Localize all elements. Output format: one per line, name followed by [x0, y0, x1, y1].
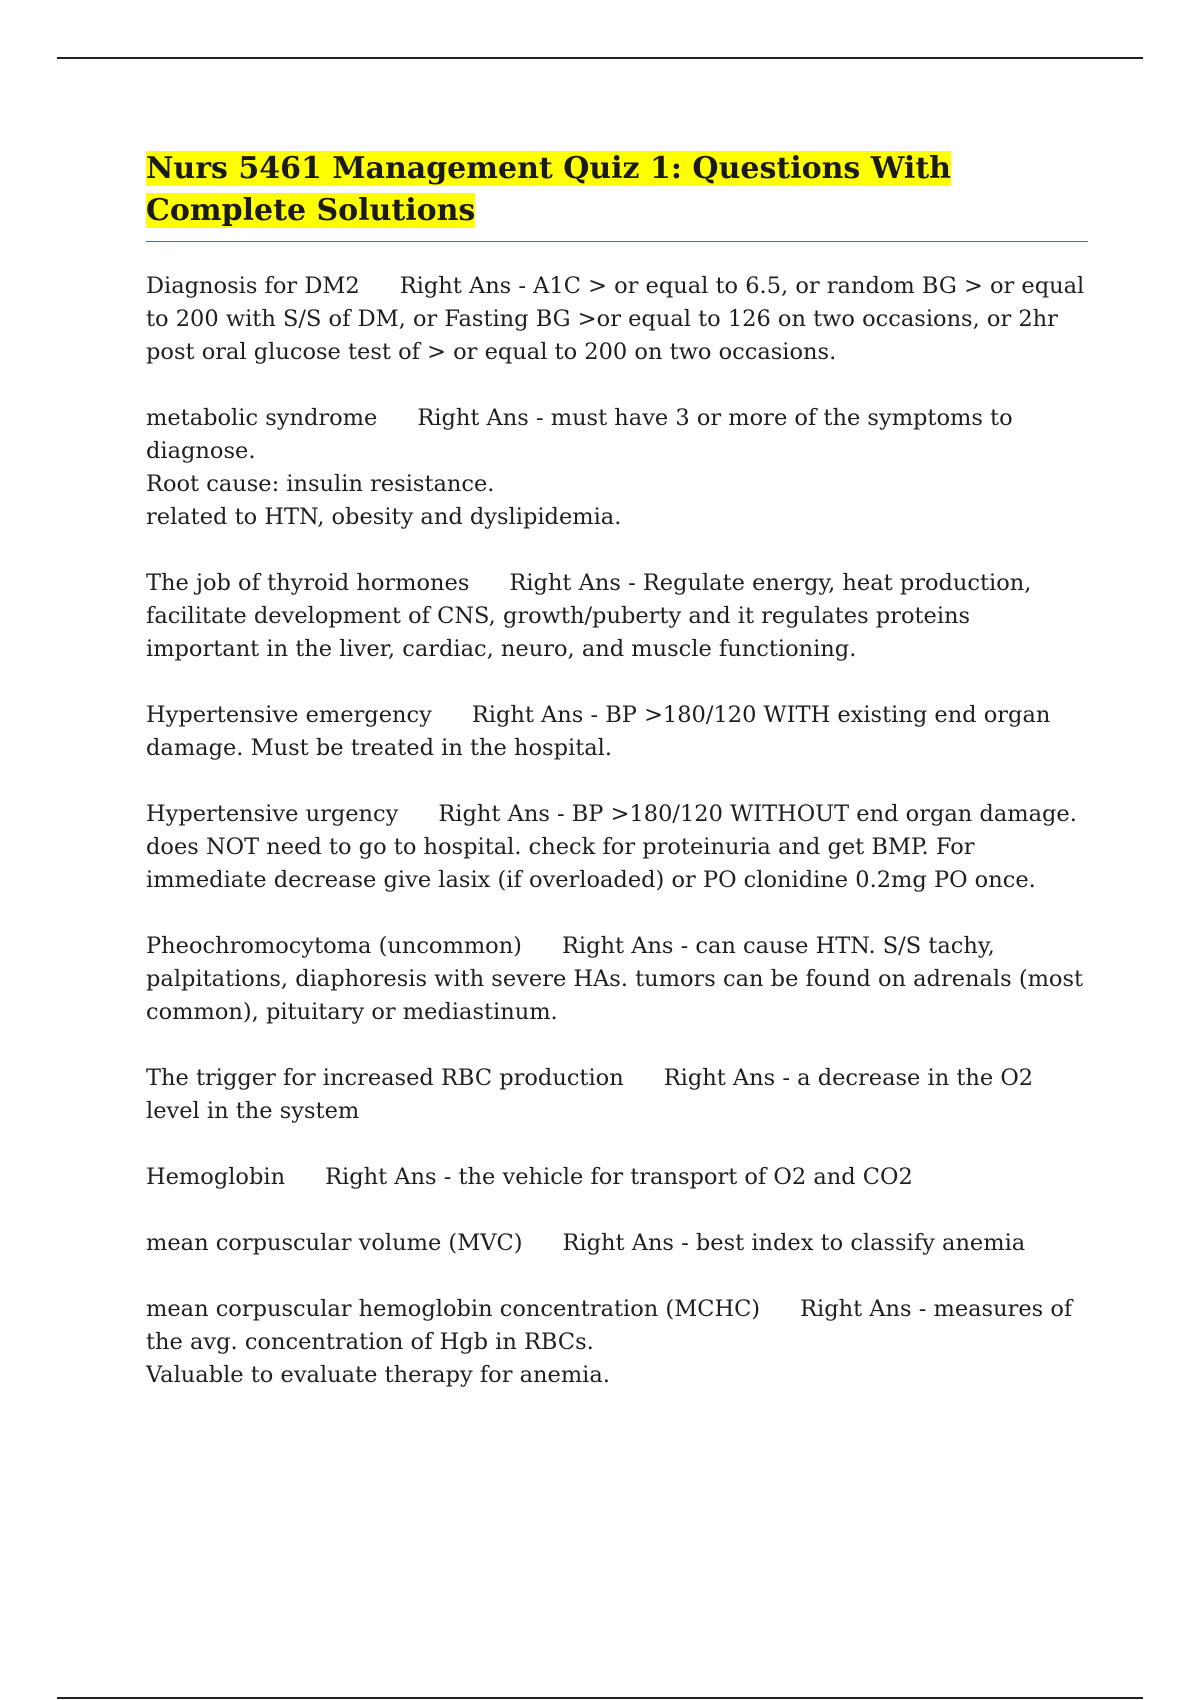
answer-extra-line: Valuable to evaluate therapy for anemia. [146, 1362, 610, 1388]
answer-text: Right Ans - Regulate energy, heat production, facilitate development of CNS, growth/puberty and it regulates proteins important in the liver, cardiac, neuro, and muscle functioning. [146, 570, 1032, 662]
answer-text: Right Ans - the vehicle for transport of O2 and CO2 [325, 1164, 913, 1190]
qa-entry [146, 1161, 1088, 1194]
top-rule [57, 57, 1143, 59]
document-body [146, 148, 1088, 1425]
question-term: Hypertensive emergency [146, 702, 432, 728]
document-title [146, 148, 1088, 232]
answer-text: Right Ans - can cause HTN. S/S tachy, palpitations, diaphoresis with severe HAs. tumors can be found on adrenals (most common), pituitary or mediastinum. [146, 933, 1084, 1025]
qa-entry [146, 699, 1088, 765]
answer-text: Right Ans - measures of the avg. concentration of Hgb in RBCs. [146, 1296, 1073, 1355]
question-term: metabolic syndrome [146, 405, 378, 431]
answer-text: Right Ans - a decrease in the O2 level in the system [146, 1065, 1034, 1124]
answer-extra-line: Root cause: insulin resistance. [146, 471, 495, 497]
document-title-text: Nurs 5461 Management Quiz 1: Questions With Complete Solutions [146, 151, 951, 228]
question-term: The job of thyroid hormones [146, 570, 470, 596]
qa-entry [146, 930, 1088, 1029]
answer-extra-line: related to HTN, obesity and dyslipidemia. [146, 504, 622, 530]
answer-text: Right Ans - best index to classify anemia [562, 1230, 1026, 1256]
qa-entry [146, 1293, 1088, 1392]
question-term: Pheochromocytoma (uncommon) [146, 933, 522, 959]
qa-entry [146, 567, 1088, 666]
answer-text: Right Ans - A1C > or equal to 6.5, or random BG > or equal to 200 with S/S of DM, or Fasting BG >or equal to 126 on two occasions, or 2hr post oral glucose test of > or equal to 200 on two occasions. [146, 273, 1085, 365]
qa-entry [146, 1062, 1088, 1128]
question-term: Hypertensive urgency [146, 801, 399, 827]
answer-text: Right Ans - BP >180/120 WITHOUT end organ damage. does NOT need to go to hospital. check for proteinuria and get BMP. For immediate decrease give lasix (if overloaded) or PO clonidine 0.2mg PO once. [146, 801, 1077, 893]
question-term: Diagnosis for DM2 [146, 273, 360, 299]
qa-entry [146, 1227, 1088, 1260]
qa-entry [146, 402, 1088, 534]
answer-text: Right Ans - BP >180/120 WITH existing end organ damage. Must be treated in the hospital. [146, 702, 1051, 761]
answer-text: Right Ans - must have 3 or more of the symptoms to diagnose. [146, 405, 1013, 464]
title-underline [146, 241, 1088, 242]
question-term: mean corpuscular hemoglobin concentration (MCHC) [146, 1296, 761, 1322]
qa-entry [146, 270, 1088, 369]
question-term: The trigger for increased RBC production [146, 1065, 624, 1091]
question-term: mean corpuscular volume (MVC) [146, 1230, 523, 1256]
qa-entry [146, 798, 1088, 897]
bottom-rule [57, 1697, 1143, 1699]
question-term: Hemoglobin [146, 1164, 286, 1190]
